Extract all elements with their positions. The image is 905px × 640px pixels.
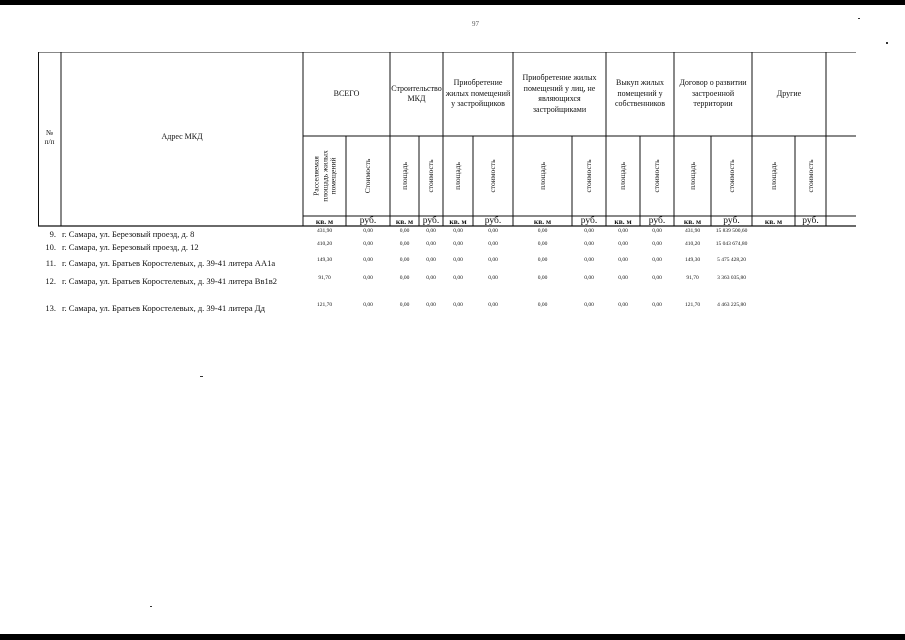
subcolumn-header-cell bbox=[572, 136, 606, 216]
scan-speck bbox=[886, 42, 888, 44]
unit-cell: кв. м bbox=[533, 216, 552, 226]
row-value: 0,00 bbox=[399, 302, 410, 308]
scan-speck bbox=[858, 18, 860, 19]
row-value: 0,00 bbox=[363, 241, 373, 247]
row-value: 0,00 bbox=[363, 257, 373, 263]
row-value: 0,00 bbox=[488, 257, 498, 263]
row-address: г. Самара, ул. Братьев Коростелевых, д. 39-41 литера Вв1в2 bbox=[62, 276, 277, 286]
row-value: 0,00 bbox=[363, 275, 373, 281]
subcolumn-header-cell bbox=[711, 136, 752, 216]
row-number: 11. bbox=[45, 258, 56, 268]
subcolumn-header-label: площадь bbox=[537, 162, 547, 190]
unit-cell: кв. м bbox=[449, 216, 467, 226]
subcolumn-header-label: стоимость bbox=[487, 159, 497, 193]
row-value: 0,00 bbox=[537, 257, 548, 263]
subcolumn-header-label: стоимость bbox=[805, 159, 815, 193]
subcolumn-header-label: Стоимость bbox=[362, 158, 372, 194]
row-value: 0,00 bbox=[453, 228, 463, 234]
row-address: г. Самара, ул. Березовый проезд, д. 12 bbox=[62, 242, 199, 252]
unit-cell: кв. м bbox=[315, 216, 334, 226]
row-value: 0,00 bbox=[453, 241, 463, 247]
row-value: 0,00 bbox=[488, 275, 498, 281]
subcolumn-header-cell bbox=[640, 136, 674, 216]
row-value: 0,00 bbox=[363, 228, 373, 234]
row-value: 5 475 428,20 bbox=[717, 257, 746, 263]
row-value: 0,00 bbox=[584, 241, 594, 247]
row-value: 0,00 bbox=[399, 228, 410, 234]
row-value: 0,00 bbox=[426, 302, 436, 308]
subcolumn-header-label: площадь bbox=[687, 162, 697, 190]
row-value: 149,30 bbox=[684, 257, 701, 263]
subcolumn-header-cell bbox=[513, 136, 572, 216]
row-value: 0,00 bbox=[426, 275, 436, 281]
page-number: 97 bbox=[472, 20, 479, 28]
unit-cell: руб. bbox=[648, 216, 666, 226]
row-value: 121,70 bbox=[684, 302, 701, 308]
row-value: 91,70 bbox=[686, 275, 699, 281]
unit-cell: кв. м bbox=[395, 216, 414, 226]
row-value: 15 043 674,80 bbox=[715, 241, 748, 247]
row-value: 410,20 bbox=[684, 241, 701, 247]
row-value: 0,00 bbox=[453, 275, 463, 281]
unit-cell: руб. bbox=[359, 216, 377, 226]
row-value: 15 839 500,60 bbox=[715, 228, 748, 234]
row-value: 0,00 bbox=[488, 302, 498, 308]
subcolumn-header-label: площадь bbox=[399, 162, 409, 190]
row-value: 0,00 bbox=[584, 228, 594, 234]
subcolumn-header-cell bbox=[346, 136, 390, 216]
row-value: 0,00 bbox=[652, 257, 662, 263]
row-value: 0,00 bbox=[453, 302, 463, 308]
unit-cell: руб. bbox=[484, 216, 502, 226]
unit-cell: кв. м bbox=[683, 216, 702, 226]
row-value: 0,00 bbox=[537, 241, 548, 247]
subcolumn-header-cell bbox=[674, 136, 711, 216]
row-value: 0,00 bbox=[488, 228, 498, 234]
table-row bbox=[0, 229, 905, 241]
unit-cell: руб. bbox=[802, 216, 819, 226]
group-header-buyout: Выкуп жилых помещений у собственников bbox=[614, 78, 666, 109]
scan-speck bbox=[150, 606, 152, 607]
unit-cell: руб. bbox=[580, 216, 598, 226]
unit-cell: руб. bbox=[723, 216, 740, 226]
subcolumn-header-label: Расселяемая площадь жилых помещений bbox=[310, 150, 337, 202]
row-value: 121,70 bbox=[316, 302, 333, 308]
group-header-other: Другие bbox=[776, 88, 802, 98]
row-value: 431,90 bbox=[316, 228, 333, 234]
subcolumn-header-cell bbox=[606, 136, 640, 216]
row-value: 0,00 bbox=[399, 275, 410, 281]
row-number: 13. bbox=[45, 303, 56, 313]
row-value: 0,00 bbox=[426, 228, 436, 234]
row-address: г. Самара, ул. Братьев Коростелевых, д. 39-41 литера Дд bbox=[62, 303, 265, 313]
subcolumn-header-label: стоимость bbox=[583, 159, 593, 193]
row-value: 0,00 bbox=[652, 275, 662, 281]
row-value: 0,00 bbox=[652, 241, 662, 247]
row-value: 0,00 bbox=[399, 241, 410, 247]
group-header-contract: Договор о развитии застроенной территории bbox=[679, 78, 747, 109]
row-address: г. Самара, ул. Березовый проезд, д. 8 bbox=[62, 229, 195, 239]
row-address: г. Самара, ул. Братьев Коростелевых, д. 39-41 литера АА1а bbox=[62, 258, 276, 268]
group-header-purchase_dev: Приобретение жилых помещений у застройщиков bbox=[445, 78, 511, 109]
column-number-header: № п/п bbox=[44, 128, 55, 146]
row-value: 0,00 bbox=[618, 257, 628, 263]
subcolumn-header-label: стоимость bbox=[425, 159, 435, 193]
subcolumn-header-label: площадь bbox=[452, 162, 462, 190]
row-number: 9. bbox=[49, 229, 56, 239]
row-value: 0,00 bbox=[537, 228, 548, 234]
row-number: 10. bbox=[45, 242, 56, 252]
row-value: 0,00 bbox=[537, 302, 548, 308]
row-value: 0,00 bbox=[618, 241, 628, 247]
table-row bbox=[0, 276, 905, 288]
scan-bottom-edge bbox=[0, 634, 905, 640]
group-header-total: ВСЕГО bbox=[333, 88, 360, 98]
subcolumn-header-cell bbox=[752, 136, 795, 216]
scan-top-edge bbox=[0, 0, 905, 5]
subcolumn-header-label: стоимость bbox=[651, 159, 661, 193]
row-value: 0,00 bbox=[426, 257, 436, 263]
row-value: 410,20 bbox=[316, 241, 333, 247]
subcolumn-header-label: площадь bbox=[617, 162, 627, 190]
row-value: 0,00 bbox=[618, 302, 628, 308]
table-row bbox=[0, 303, 905, 315]
table-row bbox=[0, 242, 905, 254]
table-header bbox=[38, 52, 856, 226]
unit-cell: кв. м bbox=[764, 216, 783, 226]
group-header-construction: Строительство МКД bbox=[391, 83, 442, 103]
row-value: 4 463 225,80 bbox=[717, 302, 746, 308]
unit-cell: руб. bbox=[422, 216, 440, 226]
unit-cell: кв. м bbox=[614, 216, 632, 226]
row-value: 431,90 bbox=[684, 228, 701, 234]
column-address-header: Адрес МКД bbox=[161, 131, 203, 141]
subcolumn-header-cell bbox=[443, 136, 473, 216]
row-value: 0,00 bbox=[426, 241, 436, 247]
group-header-purchase_other: Приобретение жилых помещений у лиц, не являющихся застройщиками bbox=[522, 73, 597, 114]
row-value: 0,00 bbox=[652, 228, 662, 234]
table-row bbox=[0, 258, 905, 270]
row-value: 0,00 bbox=[584, 275, 594, 281]
row-value: 0,00 bbox=[399, 257, 410, 263]
row-number: 12. bbox=[45, 276, 56, 286]
subcolumn-header-label: стоимость bbox=[726, 159, 736, 193]
row-value: 149,30 bbox=[316, 257, 333, 263]
row-value: 3 363 035,80 bbox=[717, 275, 746, 281]
scan-speck bbox=[200, 376, 203, 377]
subcolumn-header-cell bbox=[795, 136, 826, 216]
subcolumn-header-cell bbox=[473, 136, 513, 216]
subcolumn-header-cell bbox=[303, 136, 346, 216]
row-value: 0,00 bbox=[453, 257, 463, 263]
subcolumn-header-label: площадь bbox=[768, 162, 778, 190]
subcolumn-header-cell bbox=[390, 136, 419, 216]
row-value: 0,00 bbox=[618, 275, 628, 281]
subcolumn-header-cell bbox=[419, 136, 443, 216]
row-value: 0,00 bbox=[488, 241, 498, 247]
row-value: 0,00 bbox=[652, 302, 662, 308]
row-value: 0,00 bbox=[618, 228, 628, 234]
row-value: 0,00 bbox=[584, 302, 594, 308]
row-value: 0,00 bbox=[537, 275, 548, 281]
row-value: 0,00 bbox=[363, 302, 373, 308]
row-value: 0,00 bbox=[584, 257, 594, 263]
row-value: 91,70 bbox=[318, 275, 331, 281]
